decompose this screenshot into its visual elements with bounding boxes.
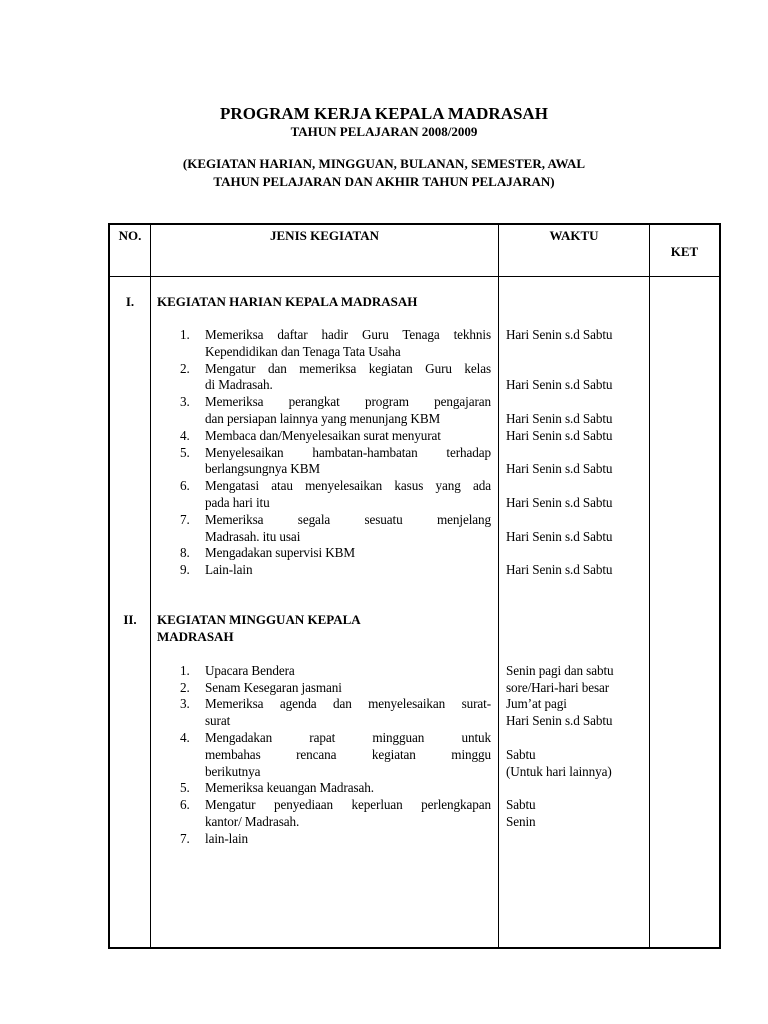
table-border-left (108, 223, 110, 949)
item-waktu: Hari Senin s.d Sabtu (506, 461, 613, 476)
item-number: 4. (180, 730, 190, 745)
item-text: Memeriksa keuangan Madrasah. (205, 780, 374, 795)
column-divider-jenis (498, 223, 499, 949)
section-title: KEGIATAN HARIAN KEPALA MADRASAH (157, 294, 418, 309)
item-text: Membaca dan/Menyelesaikan surat menyurat (205, 428, 441, 443)
item-number: 7. (180, 831, 190, 846)
item-waktu: Hari Senin s.d Sabtu (506, 562, 613, 577)
item-text: Mengatasi atau menyelesaikan kasus yang ada (205, 478, 491, 493)
item-text: Mengadakan rapat mingguan untuk (205, 730, 491, 745)
work-program-table (108, 223, 721, 949)
item-number: 4. (180, 428, 190, 443)
item-waktu: Hari Senin s.d Sabtu (506, 495, 613, 510)
item-text: pada hari itu (205, 495, 270, 510)
item-text: membahas rencana kegiatan minggu (205, 747, 491, 762)
section-number: II. (123, 612, 137, 627)
section-title: MADRASAH (157, 629, 234, 644)
item-text: dan persiapan lainnya yang menunjang KBM (205, 411, 441, 426)
item-text: Kependidikan dan Tenaga Tata Usaha (205, 344, 401, 359)
waktu-text: sore/Hari-hari besar (506, 680, 610, 695)
item-text: Memeriksa segala sesuatu menjelang (205, 512, 491, 527)
table-border-right (719, 223, 721, 949)
header-row-divider (108, 276, 721, 277)
item-text: Memeriksa daftar hadir Guru Tenaga tekhnis (205, 327, 491, 342)
item-number: 8. (180, 545, 190, 560)
academic-year: TAHUN PELAJARAN 2008/2009 (290, 124, 478, 139)
item-text: lain-lain (205, 831, 249, 846)
section-number: I. (125, 294, 135, 309)
column-divider-waktu (649, 223, 650, 949)
item-number: 1. (180, 663, 190, 678)
table-border-top (108, 223, 721, 225)
item-number: 7. (180, 512, 190, 527)
waktu-text: Senin pagi dan sabtu (506, 663, 614, 678)
waktu-text: Jum’at pagi (506, 696, 567, 711)
table-border-bottom (108, 947, 721, 949)
item-text: surat (205, 713, 231, 728)
item-text: Mengadakan supervisi KBM (205, 545, 355, 560)
item-number: 2. (180, 361, 190, 376)
waktu-text: (Untuk hari lainnya) (506, 764, 612, 779)
column-header-ket: KET (670, 244, 699, 259)
waktu-text: Senin (506, 814, 536, 829)
item-waktu: Hari Senin s.d Sabtu (506, 529, 613, 544)
item-text: Memeriksa perangkat program pengajaran (205, 394, 491, 409)
item-text: Madrasah. itu usai (205, 529, 301, 544)
scope-line-1: (KEGIATAN HARIAN, MINGGUAN, BULANAN, SEMESTER, AWAL (182, 156, 586, 171)
item-number: 5. (180, 445, 190, 460)
waktu-text: Sabtu (506, 747, 536, 762)
item-text: Senam Kesegaran jasmani (205, 680, 342, 695)
column-header-no: NO. (118, 228, 142, 243)
item-number: 3. (180, 696, 190, 711)
waktu-text: Hari Senin s.d Sabtu (506, 713, 613, 728)
column-header-jenis: JENIS KEGIATAN (270, 228, 379, 243)
scope-line-2: TAHUN PELAJARAN DAN AKHIR TAHUN PELAJARAN) (213, 174, 555, 189)
waktu-text: Sabtu (506, 797, 536, 812)
item-text: Mengatur penyediaan keperluan perlengkapan (205, 797, 491, 812)
item-text: Memeriksa agenda dan menyelesaikan surat- (205, 696, 491, 711)
item-number: 2. (180, 680, 190, 695)
item-waktu: Hari Senin s.d Sabtu (506, 428, 613, 443)
column-header-waktu: WAKTU (549, 228, 599, 243)
column-divider-no (150, 223, 151, 949)
item-text: di Madrasah. (205, 377, 273, 392)
item-number: 1. (180, 327, 190, 342)
document-title: PROGRAM KERJA KEPALA MADRASAH (220, 104, 548, 123)
item-waktu: Hari Senin s.d Sabtu (506, 327, 613, 342)
item-text: Lain-lain (205, 562, 253, 577)
item-number: 9. (180, 562, 190, 577)
section-title: KEGIATAN MINGGUAN KEPALA (157, 612, 361, 627)
item-text: kantor/ Madrasah. (205, 814, 300, 829)
item-text: Upacara Bendera (205, 663, 295, 678)
item-number: 3. (180, 394, 190, 409)
item-waktu: Hari Senin s.d Sabtu (506, 377, 613, 392)
item-waktu: Hari Senin s.d Sabtu (506, 411, 613, 426)
item-number: 6. (180, 797, 190, 812)
item-text: berikutnya (205, 764, 261, 779)
item-text: Menyelesaikan hambatan-hambatan terhadap (205, 445, 491, 460)
item-number: 5. (180, 780, 190, 795)
item-number: 6. (180, 478, 190, 493)
item-text: Mengatur dan memeriksa kegiatan Guru kelas (205, 361, 491, 376)
item-text: berlangsungnya KBM (205, 461, 321, 476)
